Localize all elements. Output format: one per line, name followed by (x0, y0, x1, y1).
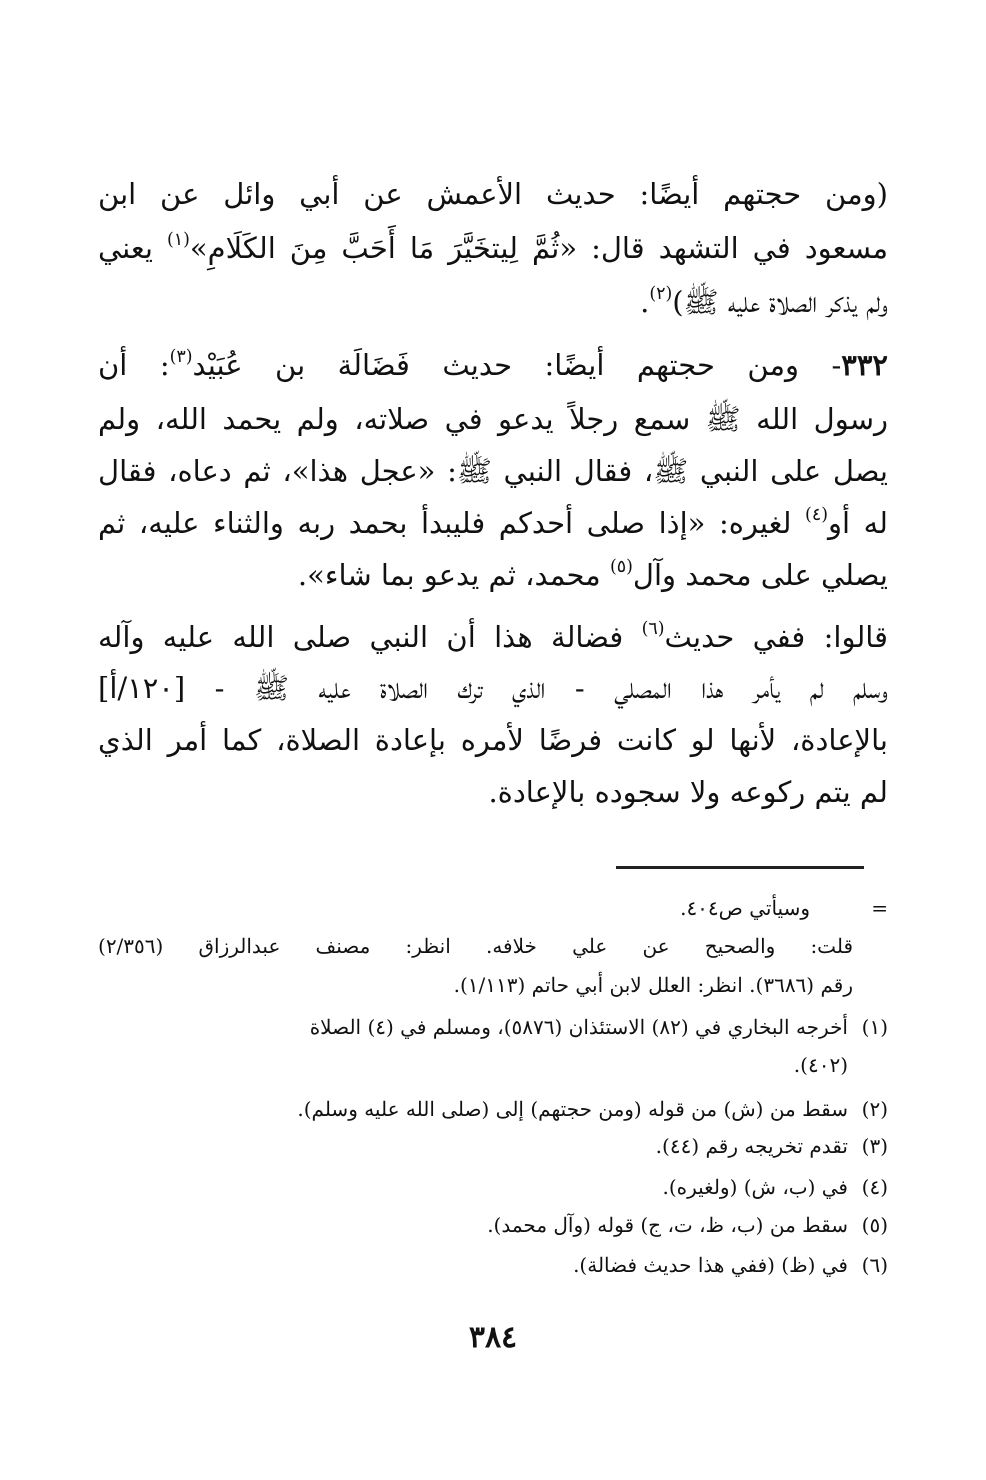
footnote-text: في (ب، ش) (ولغيره). (662, 1175, 848, 1199)
footnote-text: قلت: والصحيح عن علي خلافه. انظر: مصنف عبدالرزاق (٢/٣٥٦) (98, 934, 853, 958)
body-line: يصلي على محمد وآل$^{(٥)}$ محمد، ثم يدعو بما شاء». (297, 556, 888, 592)
footnote-text: سقط من (ب، ظ، ت، ج) قوله (وآل محمد). (487, 1213, 848, 1237)
footnote-2 (297, 1094, 888, 1124)
footnote-number: (١) (861, 1015, 888, 1039)
footnote-ref[interactable]: (١) (166, 229, 190, 250)
footnote-text: رقم (٣٦٨٦). انظر: العلل لابن أبي حاتم (١/١١٣). (453, 973, 853, 997)
body-line: لم يتم ركوعه ولا سجوده بالإعادة. (488, 775, 888, 809)
body-line: ٣٣٢- ومن حجتهم أيضًا: حديث فَضَالَة بن عُبَيْد$^{(٣)}$: أن (98, 346, 888, 382)
body-line: ولم يذكر الصلاة عليه ﷺ)$^{(٢)}$. (640, 283, 888, 319)
footnote-number: (٥) (861, 1213, 888, 1237)
footnote-number: (٢) (861, 1097, 888, 1121)
footnote-text: أخرجه البخاري في (٨٢) الاستئذان (٥٨٧٦)، ومسلم في (٤) الصلاة (309, 1015, 848, 1039)
entry-number: ٣٣٢ (841, 348, 888, 382)
body-line: قالوا: ففي حديث$^{(٦)}$ فضالة هذا أن النبي صلى الله عليه وآله (98, 618, 888, 654)
footnote-ref[interactable]: (٦) (641, 618, 665, 639)
page-number: ٣٨٤ (468, 1320, 518, 1355)
footnote-4 (662, 1172, 888, 1202)
footnote-5 (487, 1210, 888, 1240)
footnote-number: (٦) (861, 1253, 888, 1277)
footnote-number: (٤) (861, 1175, 888, 1199)
body-line: (ومن حجتهم أيضًا: حديث الأعمش عن أبي وائل عن ابن (98, 177, 888, 211)
body-line: بالإعادة، لأنها لو كانت فرضًا لأمره بإعادة الصلاة، كما أمر الذي (98, 723, 888, 757)
footnote-6 (573, 1250, 888, 1280)
footnote-ref[interactable]: (٥) (609, 556, 633, 577)
body-line: رسول الله ﷺ سمع رجلاً يدعو في صلاته، ولم يحمد الله، ولم (98, 402, 888, 436)
footnote-1 (98, 1012, 888, 1042)
body-line: يصل على النبي ﷺ، فقال النبي ﷺ: «عجل هذا»، ثم دعاه، فقال (98, 454, 888, 488)
footnote-continuation-mark: = (871, 896, 888, 920)
footnote-3 (656, 1131, 888, 1161)
body-line: له أو$^{(٤)}$ لغيره: «إذا صلى أحدكم فليبدأ بحمد ربه والثناء عليه، ثم (98, 504, 888, 540)
footnote-text: سقط من (ش) من قوله (ومن حجتهم) إلى (صلى الله عليه وسلم). (297, 1097, 848, 1121)
footnote-ref[interactable]: (٢) (649, 283, 673, 304)
footnote-number: (٣) (861, 1134, 888, 1158)
footnote-ref[interactable]: (٤) (805, 504, 828, 525)
footnote-text: (٤٠٢). (793, 1053, 848, 1077)
body-line: وسلم لم يأمر هذا المصلي - الذي ترك الصلاة عليه ﷺ - [١٢٠/أ] (98, 671, 888, 705)
footnote-text: في (ظ) (ففي هذا حديث فضالة). (573, 1253, 848, 1277)
footnote-text: وسيأتي ص٤٠٤. (680, 896, 810, 920)
footnote-ref[interactable]: (٣) (169, 346, 193, 367)
footnote-text: تقدم تخريجه رقم (٤٤). (655, 1134, 848, 1158)
body-line: مسعود في التشهد قال: «ثُمَّ لِيتخَيَّرَ مَا أَحَبَّ مِنَ الكَلَامِ»$^{(١)}$ يعني (98, 229, 888, 265)
footnote-separator (616, 866, 864, 869)
